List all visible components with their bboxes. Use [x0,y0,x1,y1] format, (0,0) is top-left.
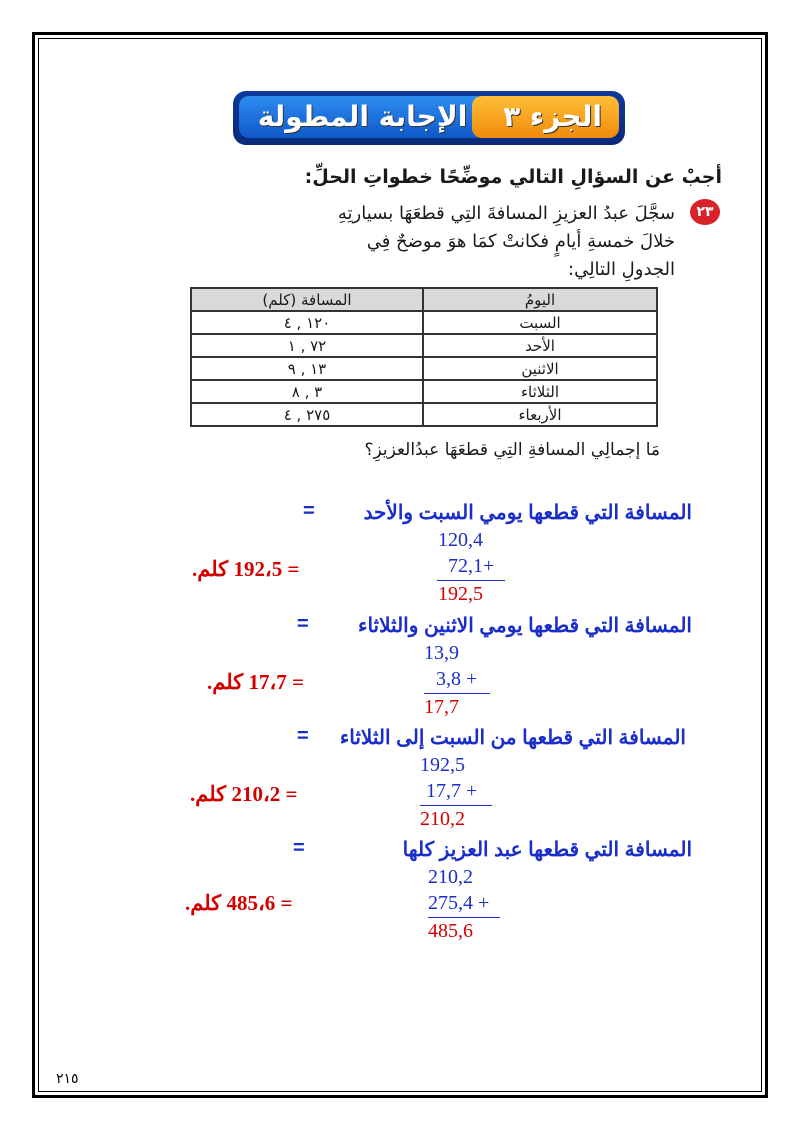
table-row [191,357,657,380]
solution-4-addend-1: 210,2 [428,866,473,888]
instruction-text: أجبْ عن السؤالِ التالي موضِّحًا خطواتِ الحلِّ: [304,166,722,188]
solution-3-addend-2: 17,7 + [426,780,478,802]
banner-title: الإجابة المطولة [257,99,468,133]
solution-2-sum-line [424,693,490,694]
solution-4-heading: المسافة التي قطعها عبد العزيز كلها [402,839,692,861]
solution-2-addend-1: 13,9 [424,642,459,664]
total-question: مَا إجمالِي المسافةِ التِي قطعَهَا عبدُالعزيزِ؟ [364,440,660,460]
table-cell-day: السبت [423,311,657,334]
question-number-badge: ٢٣ [690,199,720,225]
solution-1-addend-2: 72,1+ [448,555,495,577]
solution-2-sum: 17,7 [424,696,459,718]
solution-4-addend-2: 275,4 + [428,892,490,914]
banner-text [239,94,619,138]
table-row [191,311,657,334]
solution-3-result: = 210،2 كلم. [190,782,298,806]
solution-2-equals: = [297,613,309,635]
table-cell-day: الاثنين [423,357,657,380]
solution-4-sum-line [428,917,500,918]
banner-part-label: الجزء ٣ [503,99,602,133]
solution-4-result: = 485،6 كلم. [185,891,293,915]
solution-3-addend-1: 192,5 [420,754,465,776]
table-cell-day: الثلاثاء [423,380,657,403]
solution-1-equals: = [303,500,315,522]
table-header-distance: المسافة (كلم) [191,288,423,311]
solution-3-sum-line [420,805,492,806]
solution-1-sum-line [437,580,505,581]
table-row [191,403,657,426]
solution-1-sum: 192,5 [438,583,483,605]
solution-1-result: = 192،5 كلم. [192,557,300,581]
solution-2-result: = 17،7 كلم. [207,670,304,694]
question-line-2: خلالَ خمسةِ أيامٍ فكانتْ كمَا هوَ موضحٌ فِي [366,231,675,252]
table-cell-distance: ١٢٠ , ٤ [191,311,423,334]
distance-table [190,287,658,427]
table-cell-distance: ٧٢ , ١ [191,334,423,357]
table-cell-distance: ٢٧٥ , ٤ [191,403,423,426]
table-row [191,334,657,357]
solution-3-sum: 210,2 [420,808,465,830]
page-number: ٢١٥ [56,1071,79,1087]
solution-3-heading: المسافة التي قطعها من السبت إلى الثلاثاء [339,727,686,749]
solution-3-equals: = [297,725,309,747]
solution-4-sum: 485,6 [428,920,473,942]
table-cell-distance: ٣ , ٨ [191,380,423,403]
solution-1-heading: المسافة التي قطعها يومي السبت والأحد [363,502,692,524]
question-line-1: سجَّلَ عبدُ العزيزِ المسافةَ التِي قطعَهَا بسيارتِهِ [337,203,675,224]
solution-2-heading: المسافة التي قطعها يومي الاثنين والثلاثاء [358,615,692,637]
table-cell-day: الأحد [423,334,657,357]
solution-2-addend-2: 3,8 + [436,668,478,690]
question-line-3: الجدولِ التالِي: [568,259,675,280]
table-cell-distance: ١٣ , ٩ [191,357,423,380]
table-row [191,380,657,403]
table-cell-day: الأربعاء [423,403,657,426]
table-header-day: اليومُ [423,288,657,311]
table-header-row [191,288,657,311]
solution-4-equals: = [293,837,305,859]
page-border-inner [38,38,762,1092]
solution-1-addend-1: 120,4 [438,529,483,551]
